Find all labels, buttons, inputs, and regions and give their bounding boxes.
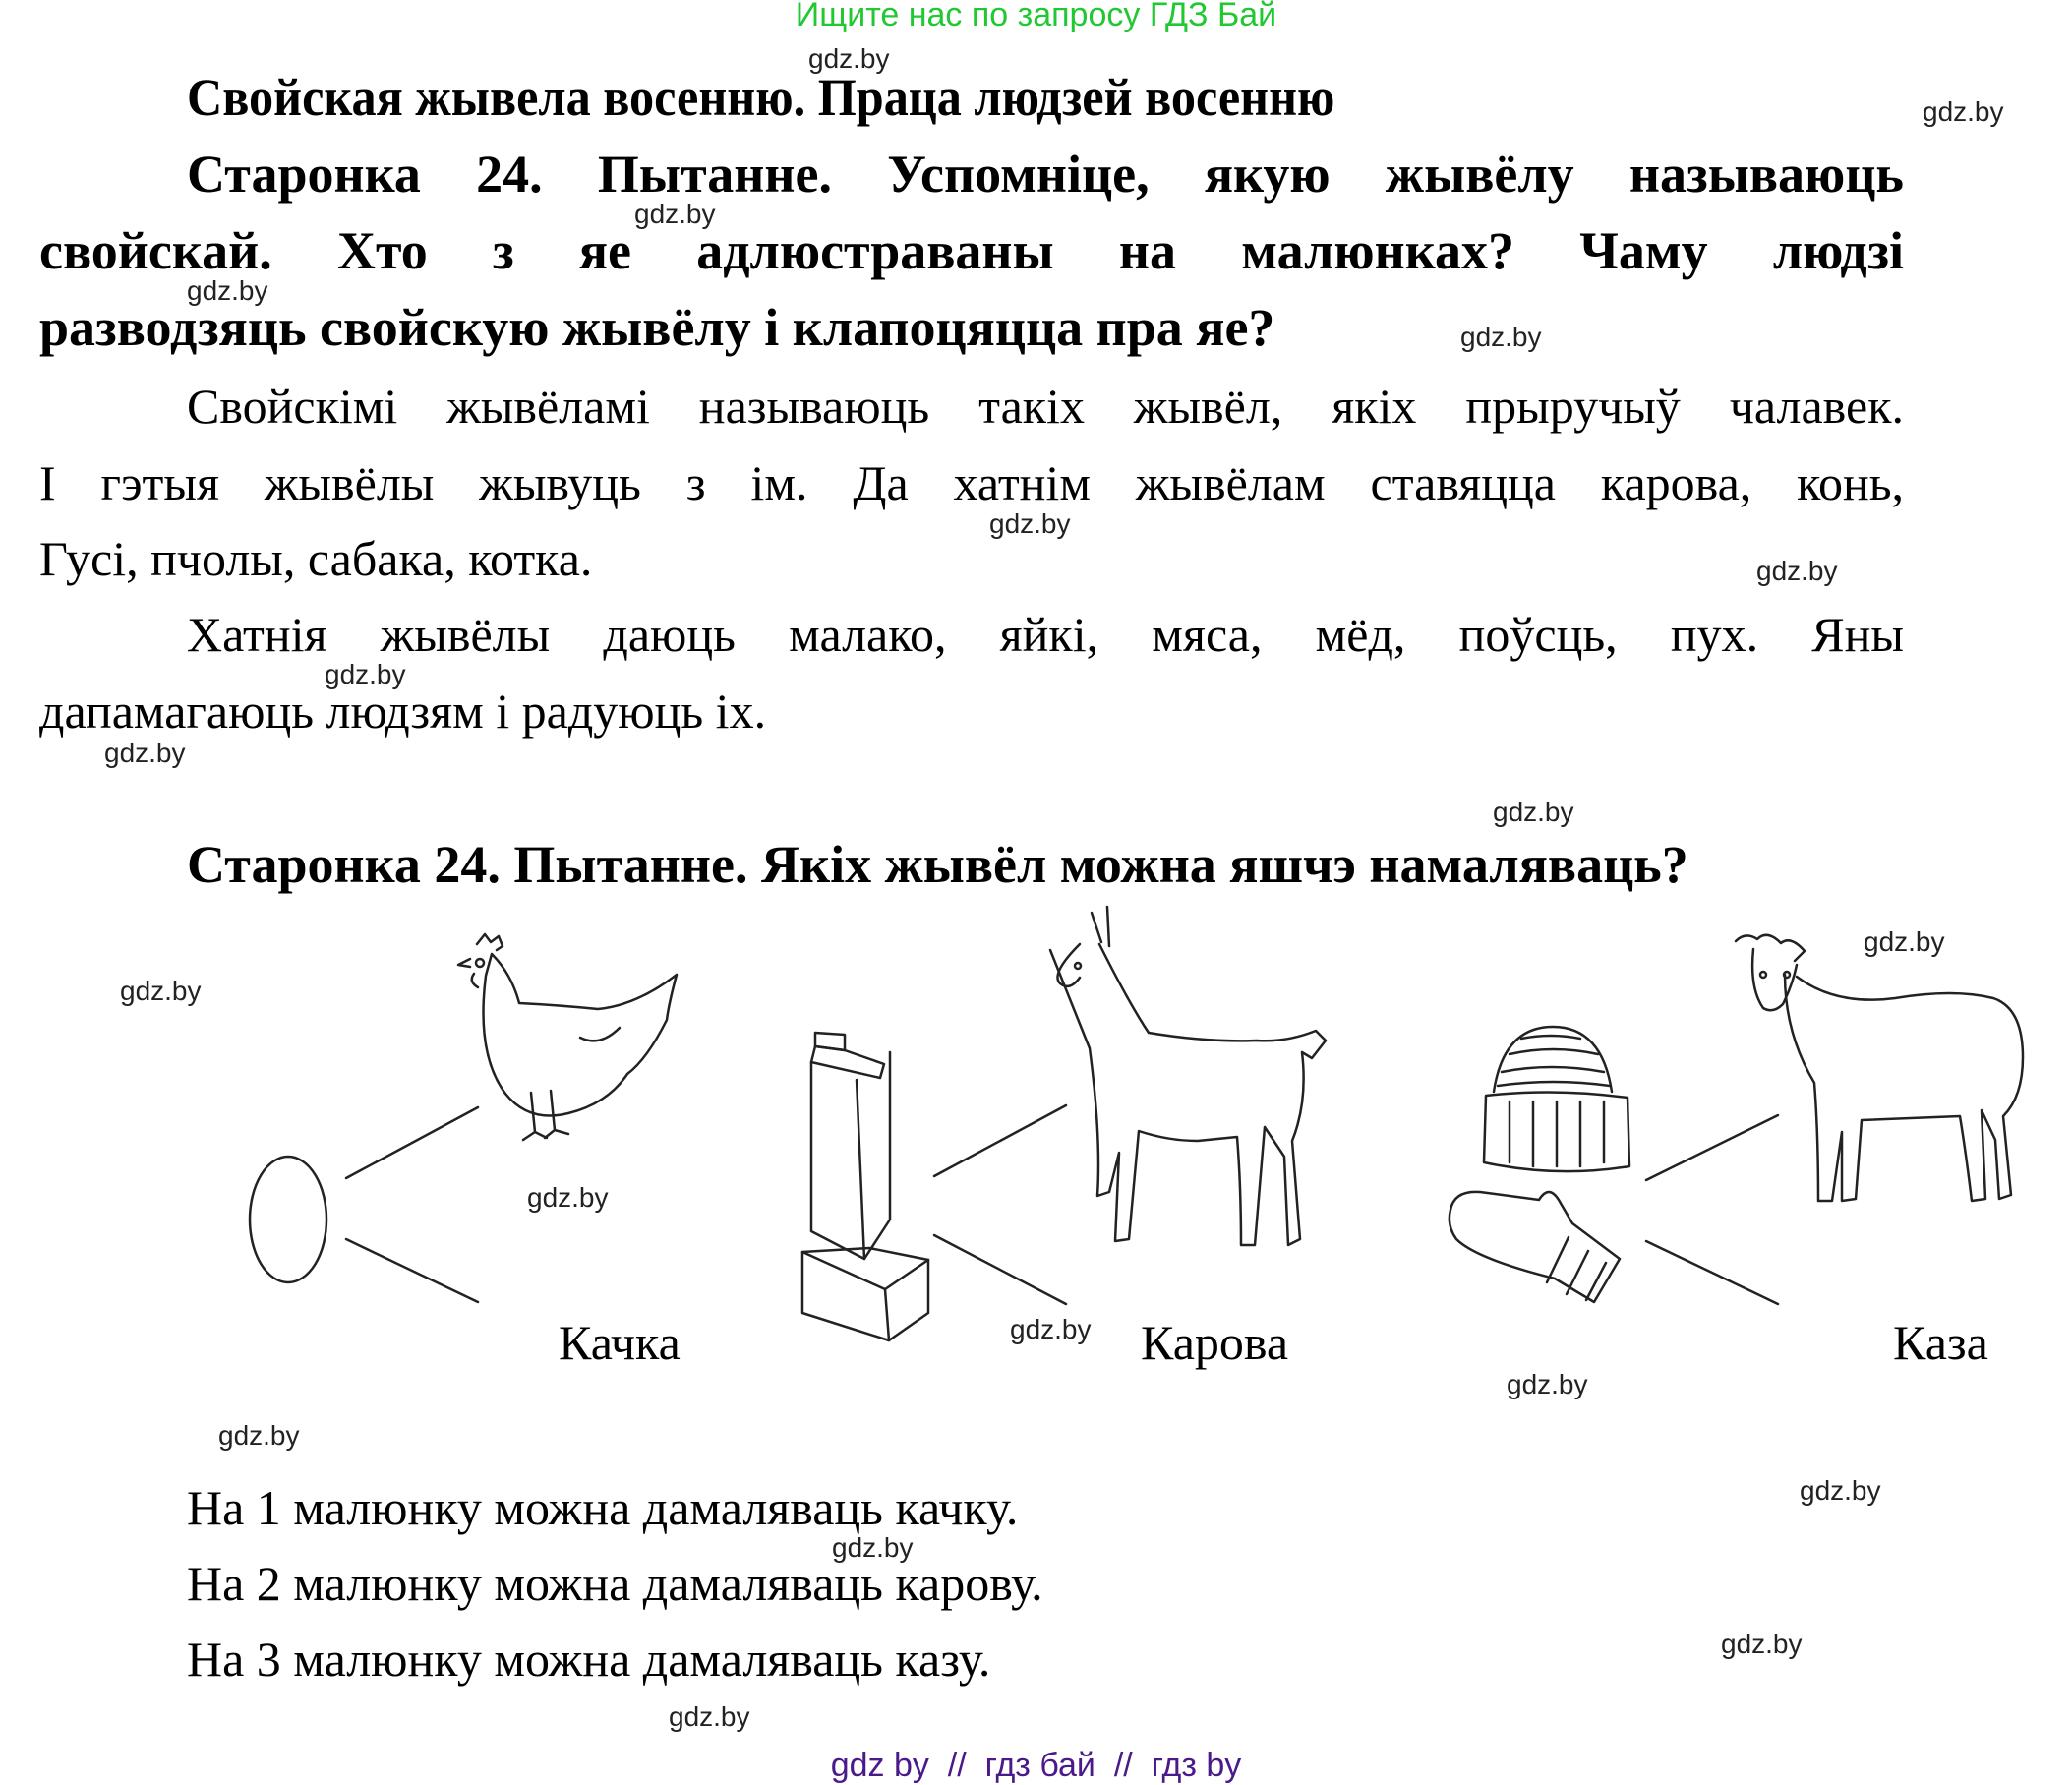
goat-icon: [1023, 905, 1357, 1200]
question1-line: Старонка 24. Пытанне. Успомніце, якую жывёлу называюць: [187, 145, 1904, 204]
question2-heading: Старонка 24. Пытанне. Якіх жывёл можна яшчэ намаляваць?: [187, 835, 1688, 894]
answer-line: На 3 малюнку можна дамаляваць казу.: [187, 1632, 991, 1687]
answer-line: На 2 малюнку можна дамаляваць карову.: [187, 1556, 1043, 1611]
watermark: gdz.by: [1864, 926, 1945, 957]
answer-text-line: дапамагаюць людзям і радуюць іх.: [39, 684, 767, 739]
page-title: Свойская жывела восенню. Праца людзей восенню: [187, 68, 1335, 127]
watermark: gdz.by: [527, 1182, 609, 1213]
watermark: gdz.by: [669, 1701, 750, 1732]
label-cow: Карова: [1141, 1315, 1289, 1370]
label-goat: Каза: [1893, 1315, 1988, 1370]
search-banner[interactable]: Ищите нас по запросу ГДЗ Бай: [795, 0, 1277, 33]
cheese-icon: [797, 1244, 934, 1342]
knit-hat-icon: [1470, 1023, 1637, 1180]
watermark: gdz.by: [989, 508, 1071, 539]
egg-icon: [246, 1151, 334, 1288]
hen-icon: [423, 929, 698, 1165]
answer-text-line: Хатнія жывёлы даюць малако, яйкі, мяса, мёд, поўсць, пух. Яны: [187, 607, 1904, 662]
watermark: gdz.by: [808, 43, 890, 74]
footer-links[interactable]: gdz by // гдз бай // гдз by: [830, 1747, 1242, 1784]
watermark: gdz.by: [1800, 1475, 1881, 1506]
watermark: gdz.by: [1010, 1314, 1092, 1344]
milk-carton-icon: [801, 1023, 910, 1239]
answer-line: На 1 малюнку можна дамаляваць качку.: [187, 1480, 1019, 1535]
watermark: gdz.by: [1756, 556, 1838, 586]
watermark: gdz.by: [832, 1532, 914, 1563]
watermark: gdz.by: [634, 199, 716, 229]
question1-line: разводзяць свойскую жывёлу і клапоцяцца пра яе?: [39, 298, 1275, 357]
sheep-icon: [1726, 920, 2050, 1195]
watermark: gdz.by: [325, 659, 406, 689]
watermark: gdz.by: [1507, 1369, 1588, 1399]
watermark: gdz.by: [218, 1420, 300, 1451]
watermark: gdz.by: [104, 738, 186, 768]
answer-text-line: І гэтыя жывёлы жывуць з ім. Да хатнім жывёлам ставяцца карова, конь,: [39, 455, 1904, 510]
watermark: gdz.by: [1460, 322, 1542, 352]
watermark: gdz.by: [1493, 797, 1574, 827]
answer-text-line: Гусі, пчолы, сабака, котка.: [39, 531, 593, 586]
watermark: gdz.by: [1923, 96, 2004, 127]
answer-text-line: Свойскімі жывёламі называюць такіх жывёл, якіх прыручыў чалавек.: [187, 379, 1904, 434]
watermark: gdz.by: [1721, 1629, 1803, 1659]
watermark: gdz.by: [187, 275, 268, 306]
label-duck: Качка: [559, 1315, 681, 1370]
watermark: gdz.by: [120, 976, 202, 1006]
mitten-icon: [1441, 1180, 1637, 1308]
question1-line: свойскай. Хто з яе адлюстраваны на малюнках? Чаму людзі: [39, 221, 1904, 280]
